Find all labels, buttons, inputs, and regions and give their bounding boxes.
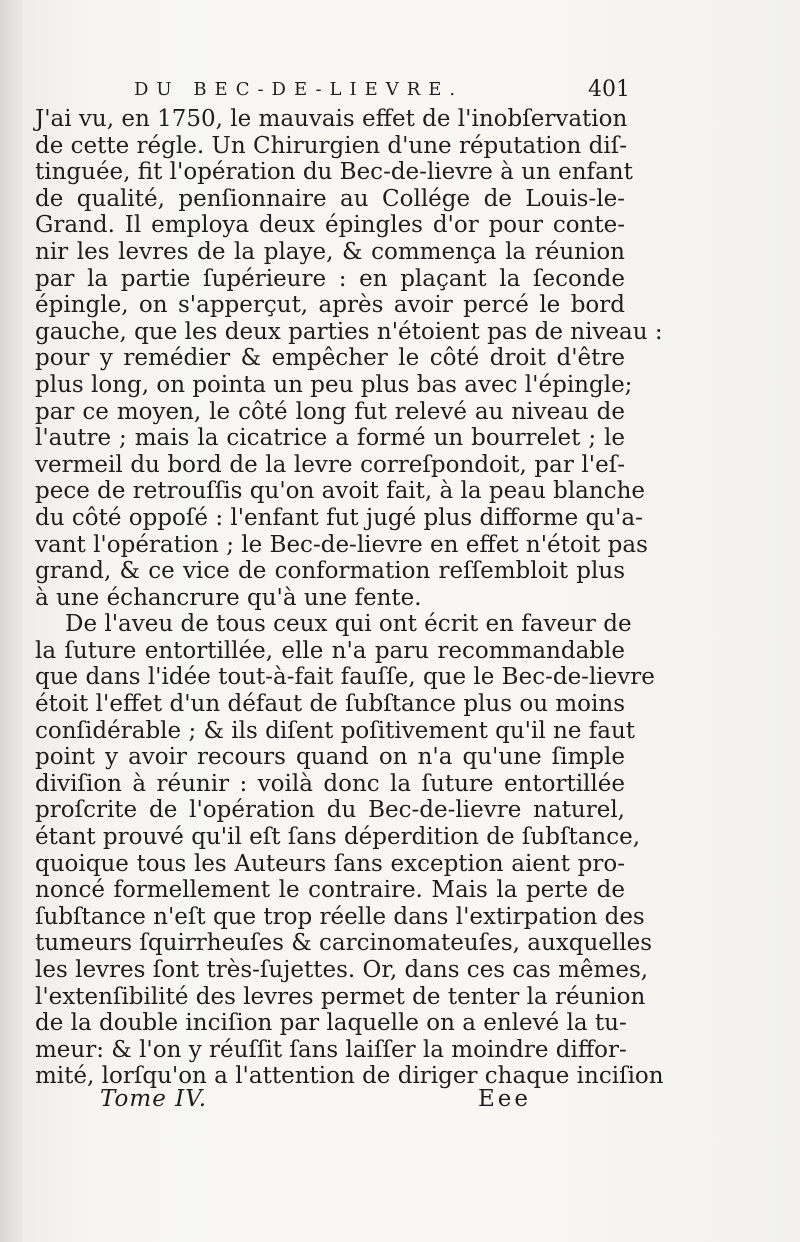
text-line: l'autre ; mais la cicatrice a formé un bourrelet ; le xyxy=(35,425,625,452)
text-line: tumeurs ſquirrheuſes & carcinomateuſes, auxquelles xyxy=(35,930,653,957)
text-line: de qualité, penſionnaire au Collége de Louis-le- xyxy=(35,185,625,212)
text-line: de cette régle. Un Chirurgien d'une réputation diſ- xyxy=(35,132,627,159)
text-line: du côté oppoſé : l'enfant fut jugé plus difforme qu'a- xyxy=(35,504,643,531)
gathering-signature: Eee xyxy=(478,1086,532,1112)
text-line: par la partie ſupérieure : en plaçant la ſeconde xyxy=(35,265,625,292)
text-line: gauche, que les deux parties n'étoient pas de niveau : xyxy=(35,318,663,345)
text-line: de la double inciſion par laquelle on a enlevé la tu- xyxy=(35,1010,627,1037)
text-line: conſidérable ; & ils diſent poſitivement qu'il ne faut xyxy=(35,717,636,744)
text-line: mité, lorſqu'on a l'attention de diriger chaque inciſion xyxy=(35,1063,664,1090)
text-line-paragraph-end: à une échancrure qu'à une fente. xyxy=(35,584,422,611)
text-line: diviſion à réunir : voilà donc la ſuture entortillée xyxy=(35,770,625,797)
running-head xyxy=(130,74,630,106)
text-line: par ce moyen, le côté long fut relevé au niveau de xyxy=(35,398,625,425)
text-line: meur: & l'on y réuſſit ſans laiſſer la moindre diffor- xyxy=(35,1036,627,1063)
text-line: étant prouvé qu'il eſt ſans déperdition de ſubſtance, xyxy=(35,824,641,851)
body-text xyxy=(35,106,664,1090)
text-line: ſubſtance n'eſt que trop réelle dans l'extirpation des xyxy=(35,903,645,930)
text-line: les levres ſont très-ſujettes. Or, dans ces cas mêmes, xyxy=(35,957,649,983)
text-line: nir les levres de la playe, & commença la réunion xyxy=(35,238,625,265)
text-line: proſcrite de l'opération du Bec-de-lievre naturel, xyxy=(35,797,625,824)
text-line: pece de retrouſſis qu'on avoit fait, à la peau blanche xyxy=(35,478,646,505)
running-title: DU BEC-DE-LIEVRE. xyxy=(134,79,464,100)
text-line: quoique tous les Auteurs ſans exception aient pro- xyxy=(35,850,625,877)
text-line: J'ai vu, en 1750, le mauvais effet de l'inobſervation xyxy=(35,106,628,132)
text-line: l'extenſibilité des levres permet de tenter la réunion xyxy=(35,983,646,1010)
page-footer xyxy=(100,1082,560,1116)
text-line: point y avoir recours quand on n'a qu'une ſimple xyxy=(35,744,625,771)
text-line: étoit l'effet d'un défaut de ſubſtance plus ou moins xyxy=(35,691,625,718)
text-line-paragraph-start: De l'aveu de tous ceux qui ont écrit en faveur de xyxy=(65,611,632,638)
page-number: 401 xyxy=(588,77,630,102)
text-line: Grand. Il employa deux épingles d'or pour conte- xyxy=(35,212,625,239)
text-line: épingle, on s'apperçut, après avoir percé le bord xyxy=(35,292,625,319)
text-line: plus long, on pointa un peu plus bas avec l'épingle; xyxy=(35,371,633,398)
text-line: noncé formellement le contraire. Mais la perte de xyxy=(35,877,625,904)
volume-signature: Tome IV. xyxy=(100,1086,208,1112)
text-line: grand, & ce vice de conformation reſſembloit plus xyxy=(35,558,625,585)
text-line: vermeil du bord de la levre correſpondoit, par l'eſ- xyxy=(35,451,625,478)
text-line: vant l'opération ; le Bec-de-lievre en effet n'étoit pas xyxy=(35,531,648,558)
text-line: que dans l'idée tout-à-fait fauſſe, que le Bec-de-lievre xyxy=(35,664,655,691)
text-line: pour y remédier & empêcher le côté droit d'être xyxy=(35,345,625,372)
text-line: la ſuture entortillée, elle n'a paru recommandable xyxy=(35,637,625,664)
binding-gutter xyxy=(0,0,22,1242)
text-line: tinguée, fit l'opération du Bec-de-lievre à un enfant xyxy=(35,159,633,186)
